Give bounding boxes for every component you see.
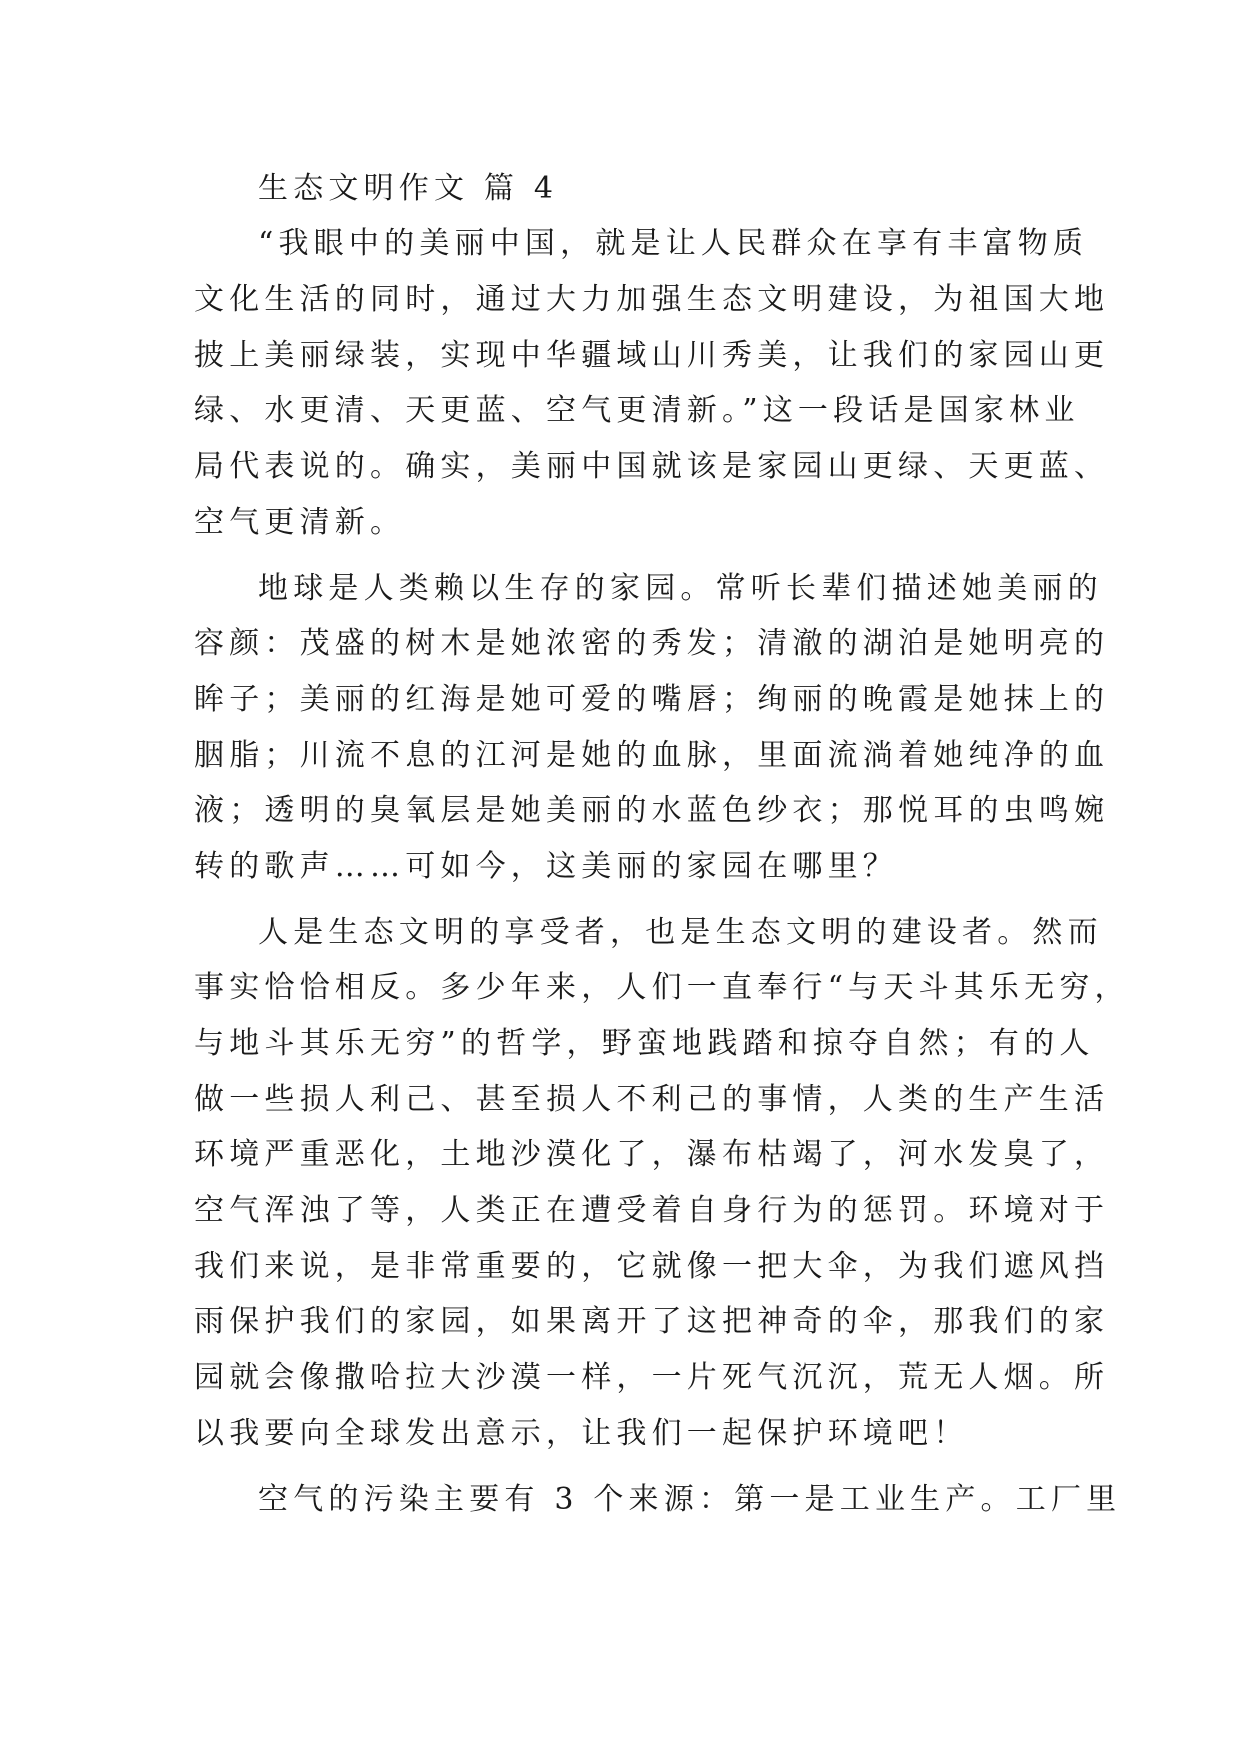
paragraph-3-line-1: 人是生态文明的享受者，也是生态文明的建设者。然而 (258, 915, 1103, 950)
paragraph-1-line-4: 绿、水更清、天更蓝、空气更清新。”这一段话是国家林业 (194, 393, 1080, 428)
paragraph-1-line-3: 披上美丽绿装，实现中华疆域山川秀美，让我们的家园山更 (194, 338, 1110, 373)
paragraph-3-line-3: 与地斗其乐无穷”的哲学，野蛮地践踏和掠夺自然；有的人 (194, 1026, 1095, 1061)
paragraph-4-line-1: 空气的污染主要有 3 个来源：第一是工业生产。工厂里 (258, 1482, 1122, 1517)
paragraph-1-line-5: 局代表说的。确实，美丽中国就该是家园山更绿、天更蓝、 (194, 449, 1110, 484)
paragraph-3-line-2: 事实恰恰相反。多少年来，人们一直奉行“与天斗其乐无穷， (194, 970, 1130, 1005)
paragraph-2-line-1: 地球是人类赖以生存的家园。常听长辈们描述她美丽的 (258, 571, 1103, 606)
paragraph-2-line-3: 眸子；美丽的红海是她可爱的嘴唇；绚丽的晚霞是她抹上的 (194, 682, 1110, 717)
paragraph-3-line-6: 空气浑浊了等，人类正在遭受着自身行为的惩罚。环境对于 (194, 1193, 1110, 1228)
paragraph-1-line-2: 文化生活的同时，通过大力加强生态文明建设，为祖国大地 (194, 282, 1110, 317)
paragraph-2-line-6: 转的歌声……可如今，这美丽的家园在哪里？ (194, 849, 898, 884)
paragraph-1-line-6: 空气更清新。 (194, 505, 406, 540)
paragraph-2-line-4: 胭脂；川流不息的江河是她的血脉，里面流淌着她纯净的血 (194, 738, 1110, 773)
paragraph-3-line-8: 雨保护我们的家园，如果离开了这把神奇的伞，那我们的家 (194, 1304, 1110, 1339)
paragraph-2-line-5: 液；透明的臭氧层是她美丽的水蓝色纱衣；那悦耳的虫鸣婉 (194, 793, 1110, 828)
paragraph-1-line-1: “我眼中的美丽中国，就是让人民群众在享有丰富物质 (258, 226, 1089, 261)
paragraph-2-line-2: 容颜：茂盛的树木是她浓密的秀发；清澈的湖泊是她明亮的 (194, 626, 1110, 661)
document-title: 生态文明作文 篇 4 (258, 171, 559, 206)
paragraph-3-line-10: 以我要向全球发出意示，让我们一起保护环境吧！ (194, 1416, 969, 1451)
paragraph-3-line-4: 做一些损人利己、甚至损人不利己的事情，人类的生产生活 (194, 1082, 1110, 1117)
paragraph-3-line-7: 我们来说，是非常重要的，它就像一把大伞，为我们遮风挡 (194, 1249, 1110, 1284)
paragraph-3-line-9: 园就会像撒哈拉大沙漠一样，一片死气沉沉，荒无人烟。所 (194, 1360, 1110, 1395)
paragraph-3-line-5: 环境严重恶化，土地沙漠化了，瀑布枯竭了，河水发臭了， (194, 1137, 1110, 1172)
